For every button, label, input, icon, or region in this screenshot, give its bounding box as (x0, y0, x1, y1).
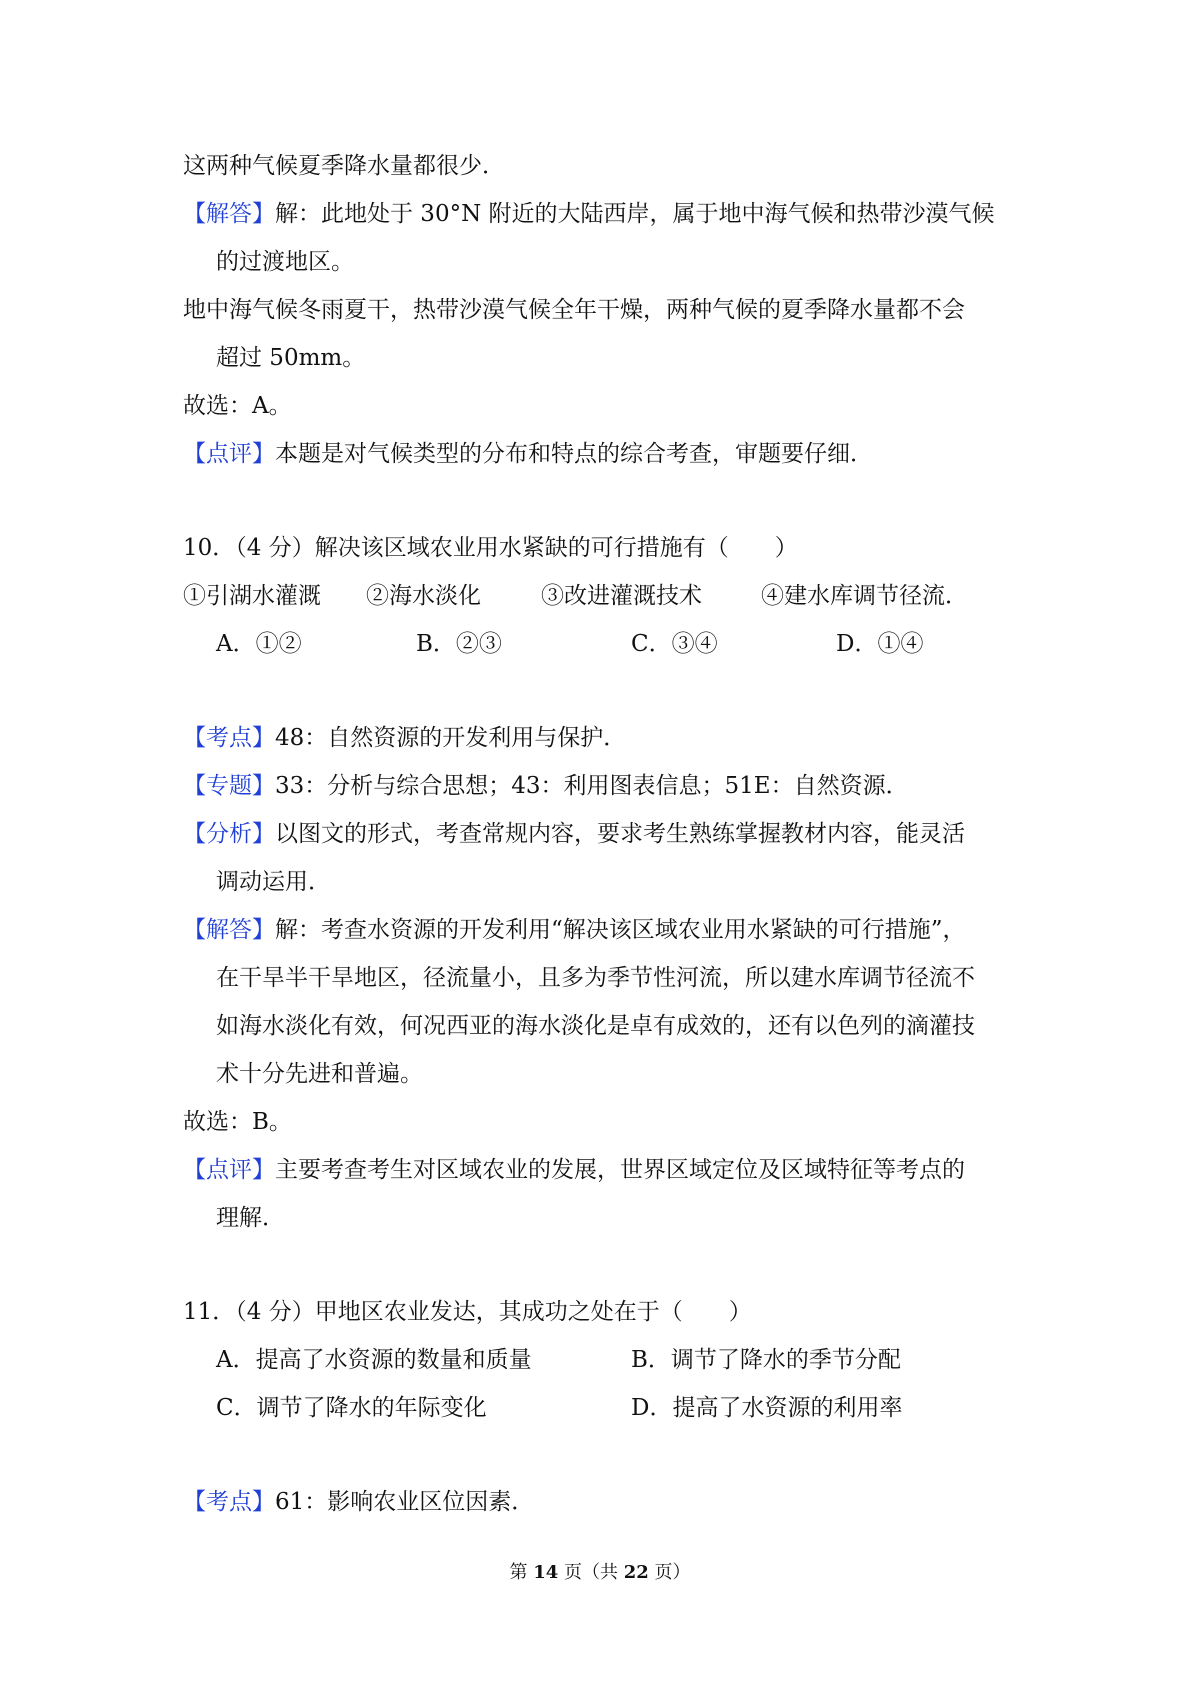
dianping-text: 主要考查考生对区域农业的发展，世界区域定位及区域特征等考点的 (275, 1157, 965, 1183)
q10-jieda-line-4: 术十分先进和普遍。 (216, 1061, 423, 1087)
q9-answer-line-1 (183, 190, 1023, 238)
q11-options-row-1 (183, 1336, 1023, 1384)
zhuanti-text: 33：分析与综合思想；43：利用图表信息；51E：自然资源． (275, 773, 909, 799)
kaodian-text: 61：影响农业区位因素． (275, 1489, 535, 1515)
q10-stem: 10．（4 分）解决该区域农业用水紧缺的可行措施有（ ） (183, 535, 798, 561)
q10-options (183, 620, 1023, 668)
q10-zhuanti (183, 762, 1023, 810)
zhuanti-tag: 【专题】 (183, 773, 275, 799)
jieda-tag: 【解答】 (183, 917, 275, 943)
q10-fenxi-line-2: 调动运用． (216, 869, 331, 895)
kaodian-tag: 【考点】 (183, 725, 275, 751)
q9-comment (183, 430, 1023, 478)
q10-fenxi-line-1 (183, 810, 1023, 858)
q10-option-d: D．①④ (836, 631, 924, 657)
q10-statement-2: ②海水淡化 (366, 583, 481, 609)
q9-answer-line-3: 地中海气候冬雨夏干，热带沙漠气候全年干燥，两种气候的夏季降水量都不会 (183, 297, 965, 323)
q11-option-b: B．调节了降水的季节分配 (631, 1347, 901, 1373)
footer-middle: 页（共 (558, 1562, 624, 1583)
answer-text: 解：此地处于 30°N 附近的大陆西岸，属于地中海气候和热带沙漠气候 (275, 201, 995, 227)
spacer (183, 668, 1023, 714)
q11-kaodian (183, 1478, 1023, 1526)
answer-tag: 【解答】 (183, 201, 275, 227)
q10-statement-3: ③改进灌溉技术 (541, 583, 702, 609)
fenxi-tag: 【分析】 (183, 821, 275, 847)
q9-choice: 故选：A。 (183, 393, 292, 419)
q10-statement-1: ①引湖水灌溉 (183, 583, 321, 609)
q10-statement-4: ④建水库调节径流． (761, 583, 968, 609)
footer-total-pages: 22 (623, 1562, 649, 1583)
page-footer (0, 1558, 1200, 1584)
jieda-text: 解：考查水资源的开发利用“解决该区域农业用水紧缺的可行措施”， (275, 917, 966, 943)
q10-jieda-line-1 (183, 906, 1023, 954)
q10-kaodian (183, 714, 1023, 762)
q10-option-a: A．①② (216, 631, 302, 657)
kaodian-tag: 【考点】 (183, 1489, 275, 1515)
q10-option-c: C．③④ (631, 631, 718, 657)
footer-prefix: 第 (509, 1562, 534, 1583)
q11-option-d: D．提高了水资源的利用率 (631, 1395, 903, 1421)
q11-option-a: A．提高了水资源的数量和质量 (216, 1347, 532, 1373)
page-content (183, 142, 1023, 1526)
spacer (183, 1242, 1023, 1288)
q9-answer-line-2: 的过渡地区。 (216, 249, 354, 275)
q9-analysis-end: 这两种气候夏季降水量都很少． (183, 153, 505, 179)
comment-text: 本题是对气候类型的分布和特点的综合考查，审题要仔细． (275, 441, 873, 467)
q11-options-row-2 (183, 1384, 1023, 1432)
q10-statements (183, 572, 1023, 620)
q10-choice: 故选：B。 (183, 1109, 292, 1135)
q10-dianping-line-2: 理解． (216, 1205, 285, 1231)
kaodian-text: 48：自然资源的开发利用与保护． (275, 725, 627, 751)
q10-jieda-line-3: 如海水淡化有效，何况西亚的海水淡化是卓有成效的，还有以色列的滴灌技 (216, 1013, 975, 1039)
dianping-tag: 【点评】 (183, 1157, 275, 1183)
q10-option-b: B．②③ (416, 631, 502, 657)
footer-suffix: 页） (648, 1562, 691, 1583)
spacer (183, 1432, 1023, 1478)
q10-dianping-line-1 (183, 1146, 1023, 1194)
q11-option-c: C．调节了降水的年际变化 (216, 1395, 487, 1421)
footer-page-number: 14 (533, 1562, 559, 1583)
comment-tag: 【点评】 (183, 441, 275, 467)
spacer (183, 478, 1023, 524)
q11-stem: 11．（4 分）甲地区农业发达，其成功之处在于（ ） (183, 1299, 752, 1325)
q10-jieda-line-2: 在干旱半干旱地区，径流量小，且多为季节性河流，所以建水库调节径流不 (216, 965, 975, 991)
q9-answer-line-4: 超过 50mm。 (216, 345, 366, 371)
fenxi-text: 以图文的形式，考查常规内容，要求考生熟练掌握教材内容，能灵活 (275, 821, 965, 847)
